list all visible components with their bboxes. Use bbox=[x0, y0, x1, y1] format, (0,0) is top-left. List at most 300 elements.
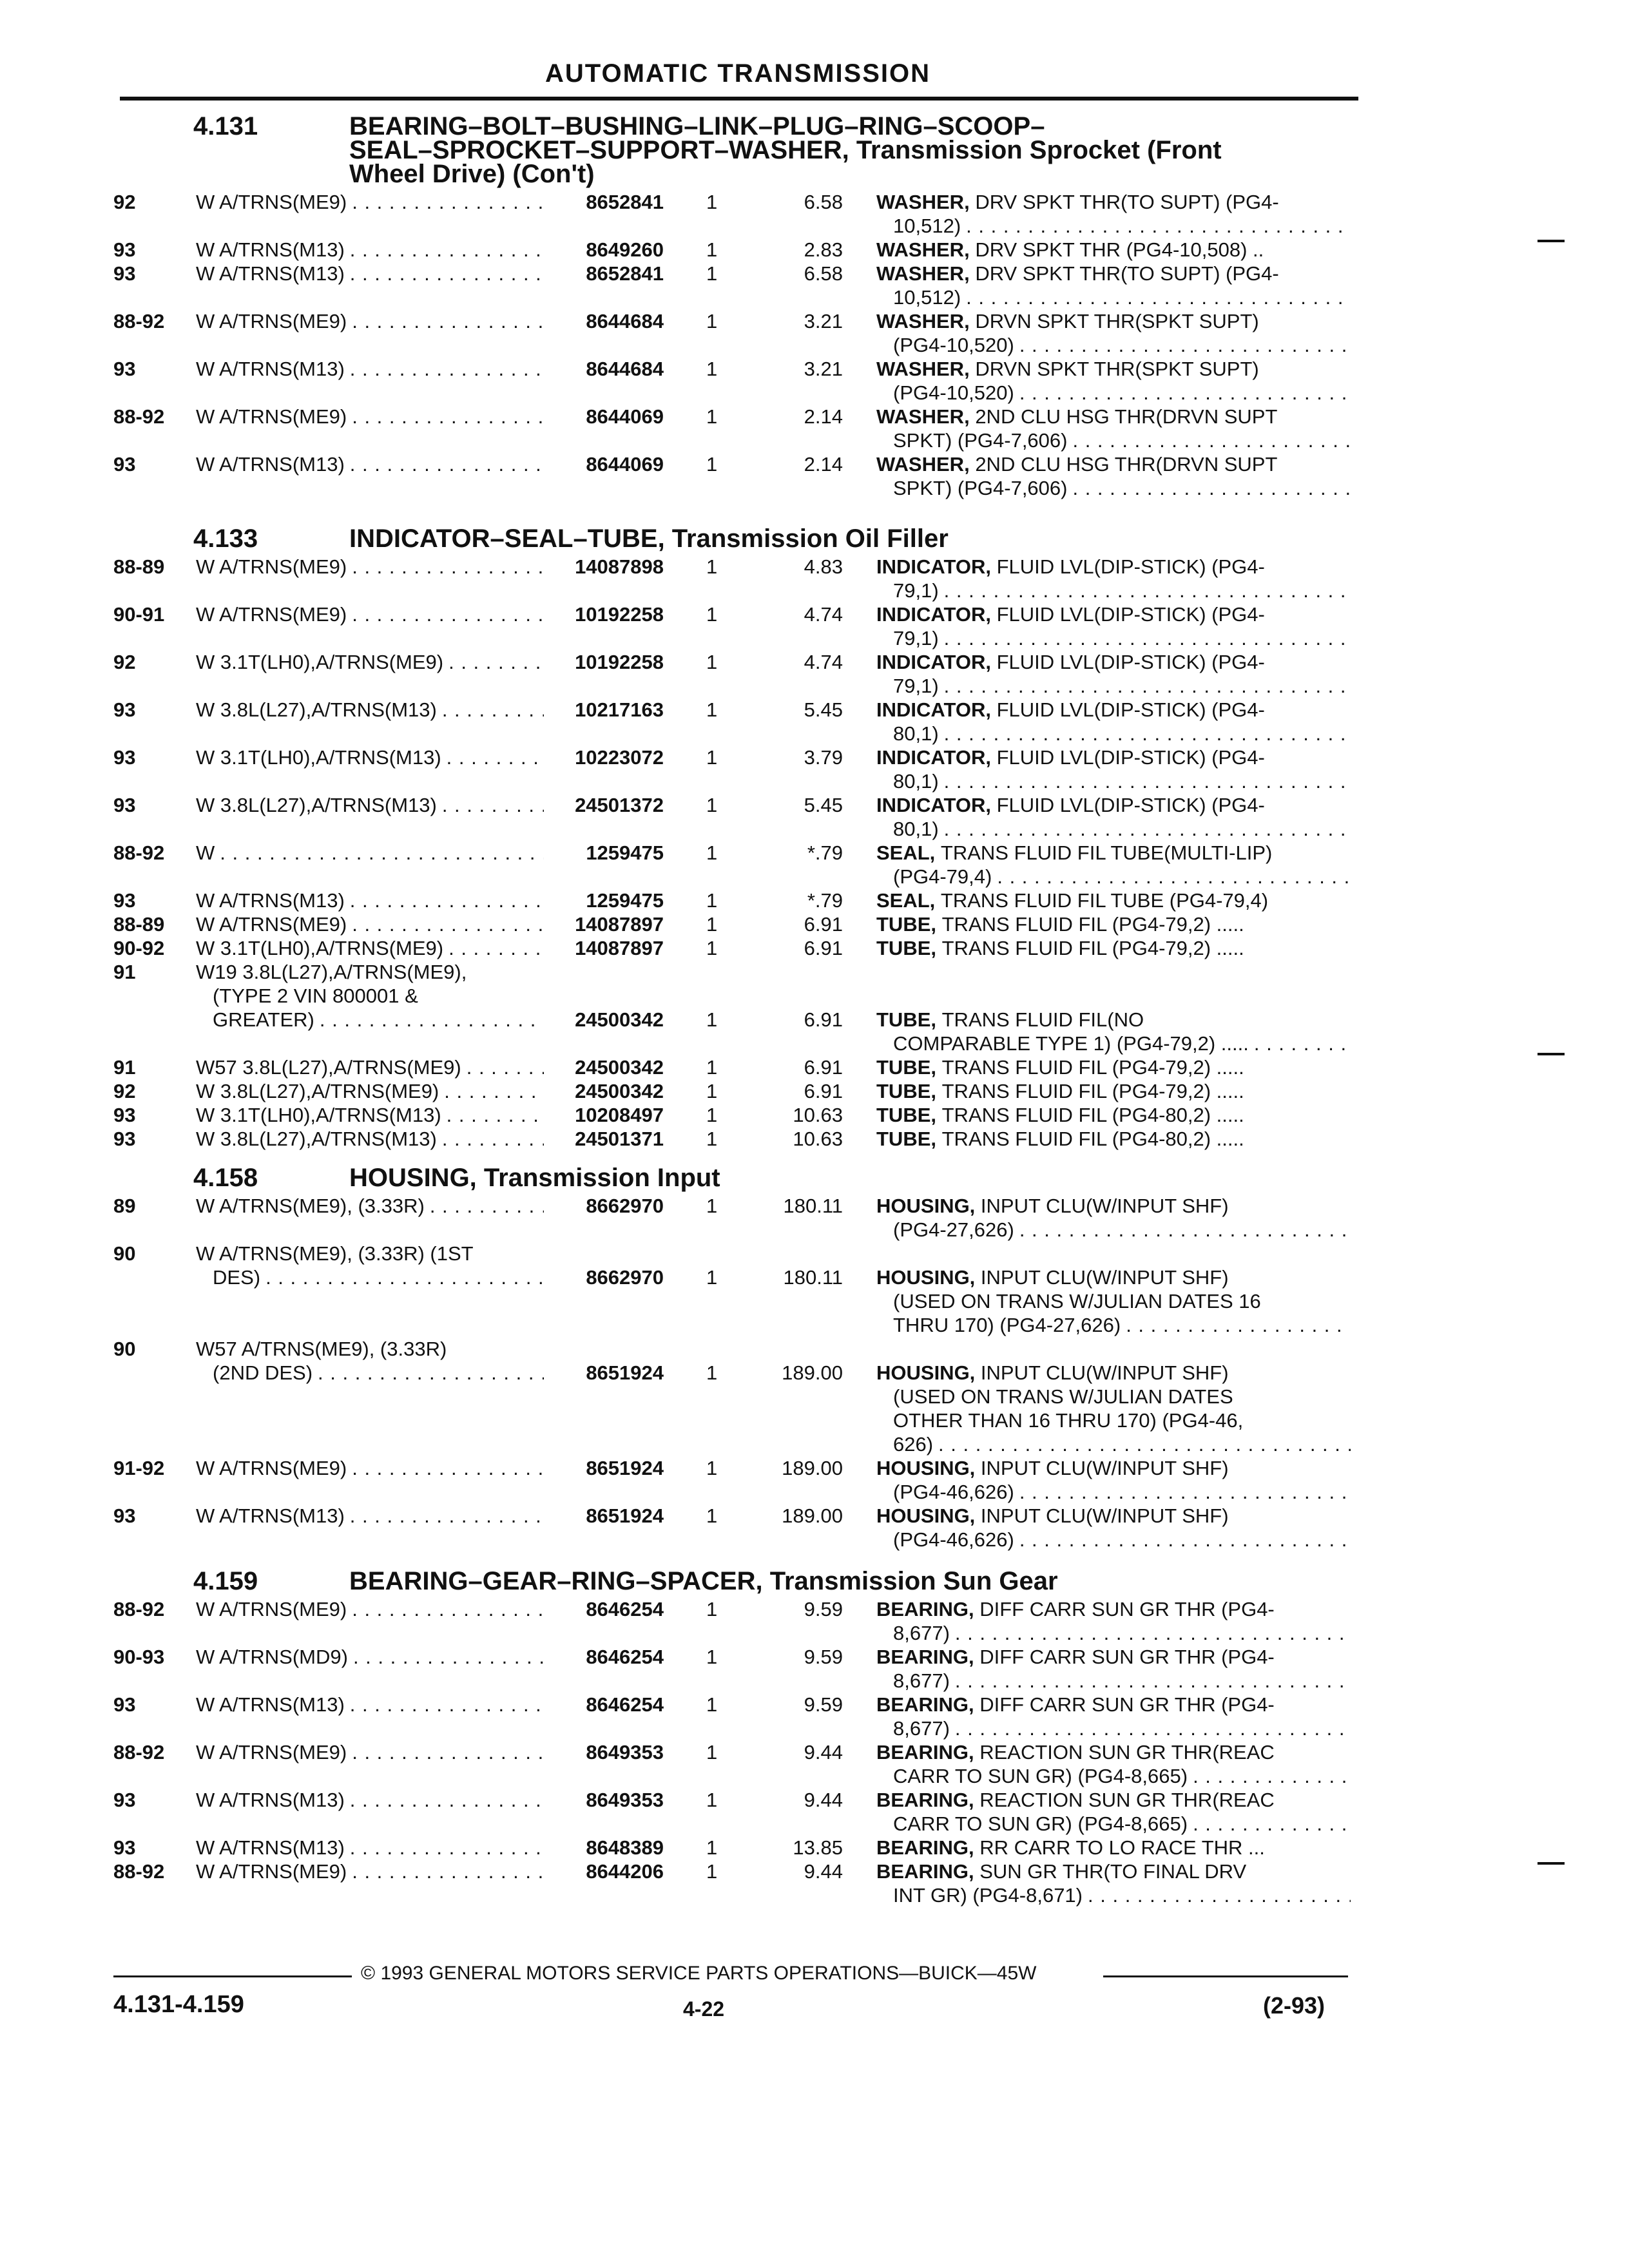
quantity: 1 bbox=[706, 1741, 718, 1763]
description-text: FLUID LVL(DIP-STICK) (PG4- bbox=[996, 555, 1265, 578]
dot-leader bbox=[961, 214, 1351, 238]
model-years: 93 bbox=[113, 358, 136, 380]
section-title-line: BEARING–BOLT–BUSHING–LINK–PLUG–RING–SCOOP– bbox=[349, 112, 1045, 140]
quantity: 1 bbox=[706, 405, 718, 428]
application bbox=[196, 309, 544, 333]
description bbox=[876, 190, 1351, 238]
indent bbox=[876, 285, 893, 309]
description-line bbox=[876, 912, 1351, 936]
description-text: SPKT) (PG4-7,606) bbox=[893, 429, 1068, 452]
dot-leader bbox=[939, 722, 1351, 745]
dot-leader bbox=[441, 1103, 544, 1127]
part-number: 8644206 bbox=[586, 1860, 664, 1883]
part-row bbox=[113, 1055, 1357, 1079]
application-text: DES) bbox=[213, 1266, 261, 1289]
description-line bbox=[876, 841, 1351, 865]
description-line bbox=[876, 1218, 1351, 1242]
description bbox=[876, 1456, 1351, 1504]
description-text: FLUID LVL(DIP-STICK) (PG4- bbox=[996, 651, 1265, 673]
model-years: 88-92 bbox=[113, 1741, 165, 1763]
dot-leader bbox=[437, 793, 544, 817]
dot-leader bbox=[345, 1693, 544, 1716]
part-row bbox=[113, 1504, 1357, 1552]
description-text: 80,1) bbox=[893, 770, 939, 793]
section-number: 4.133 bbox=[193, 524, 258, 553]
part-number: 24500342 bbox=[575, 1080, 664, 1102]
application-line bbox=[196, 745, 544, 769]
indent bbox=[876, 1385, 893, 1408]
part-row bbox=[113, 698, 1357, 745]
section-heading bbox=[193, 112, 1353, 188]
application-text: W A/TRNS(M13) bbox=[196, 889, 345, 912]
application-text: W A/TRNS(M13) bbox=[196, 453, 345, 476]
quantity: 1 bbox=[706, 1693, 718, 1716]
price: 2.14 bbox=[804, 405, 843, 428]
indent bbox=[876, 1812, 893, 1836]
price: 4.83 bbox=[804, 555, 843, 578]
dot-leader bbox=[437, 698, 544, 722]
part-number: 8649260 bbox=[586, 238, 664, 261]
application-text: W A/TRNS(ME9) bbox=[196, 603, 347, 626]
dot-leader bbox=[313, 1361, 544, 1385]
description-text: DIFF CARR SUN GR THR (PG4- bbox=[979, 1598, 1275, 1620]
part-row bbox=[113, 1645, 1357, 1693]
application-text: W 3.1T(LH0),A/TRNS(ME9) bbox=[196, 937, 444, 959]
dot-leader bbox=[950, 1621, 1351, 1645]
description-line bbox=[876, 405, 1351, 428]
part-name: BEARING, bbox=[876, 1789, 974, 1811]
application-text: W A/TRNS(M13) bbox=[196, 1789, 345, 1811]
application-text: W A/TRNS(ME9) bbox=[196, 1860, 347, 1883]
part-name: HOUSING, bbox=[876, 1266, 976, 1289]
description bbox=[876, 1194, 1351, 1242]
application bbox=[196, 650, 544, 674]
indent bbox=[196, 1008, 213, 1032]
dot-leader bbox=[347, 190, 544, 214]
application bbox=[196, 1337, 544, 1385]
price: 3.79 bbox=[804, 746, 843, 769]
part-number: 10192258 bbox=[575, 651, 664, 673]
price: 2.14 bbox=[804, 453, 843, 476]
part-name: INDICATOR, bbox=[876, 794, 991, 816]
model-years: 90-93 bbox=[113, 1646, 165, 1668]
part-number: 24500342 bbox=[575, 1056, 664, 1079]
quantity: 1 bbox=[706, 794, 718, 816]
part-number: 14087898 bbox=[575, 555, 664, 578]
application-line bbox=[196, 984, 544, 1008]
part-row bbox=[113, 602, 1357, 650]
dot-leader bbox=[347, 405, 544, 428]
description bbox=[876, 745, 1351, 793]
part-row bbox=[113, 936, 1357, 960]
application-text: W A/TRNS(M13) bbox=[196, 1504, 345, 1527]
application bbox=[196, 238, 544, 262]
description-text: DIFF CARR SUN GR THR (PG4- bbox=[979, 1693, 1275, 1716]
part-number: 8646254 bbox=[586, 1646, 664, 1668]
model-years: 93 bbox=[113, 1104, 136, 1126]
application-text: W A/TRNS(ME9) bbox=[196, 1741, 347, 1763]
quantity: 1 bbox=[706, 1266, 718, 1289]
quantity: 1 bbox=[706, 746, 718, 769]
application-line bbox=[196, 650, 544, 674]
price: 9.44 bbox=[804, 1741, 843, 1763]
dot-leader bbox=[347, 1456, 544, 1480]
footer-section-range: 4.131-4.159 bbox=[113, 1991, 244, 2018]
part-name: WASHER, bbox=[876, 453, 970, 476]
part-number: 8644069 bbox=[586, 405, 664, 428]
description-text: INPUT CLU(W/INPUT SHF) bbox=[980, 1504, 1229, 1527]
indent bbox=[876, 674, 893, 698]
application-line bbox=[196, 405, 544, 428]
description-line bbox=[876, 1032, 1351, 1055]
part-row bbox=[113, 1337, 1357, 1456]
description-text: 10,512) bbox=[893, 215, 961, 237]
dot-leader bbox=[950, 1716, 1351, 1740]
part-name: BEARING, bbox=[876, 1646, 974, 1668]
description-text: (PG4-46,626) bbox=[893, 1481, 1014, 1503]
description-line bbox=[876, 1740, 1351, 1764]
indent bbox=[876, 381, 893, 405]
price: 13.85 bbox=[793, 1836, 843, 1859]
dot-leader bbox=[939, 674, 1351, 698]
application-line bbox=[196, 936, 544, 960]
description bbox=[876, 238, 1351, 262]
application-text: W A/TRNS(ME9) bbox=[196, 1598, 347, 1620]
model-years: 93 bbox=[113, 238, 136, 261]
part-number: 1259475 bbox=[586, 841, 664, 864]
description-text: 2ND CLU HSG THR(DRVN SUPT bbox=[975, 405, 1278, 428]
description-line bbox=[876, 1716, 1351, 1740]
dot-leader bbox=[939, 579, 1351, 602]
description-line bbox=[876, 1289, 1351, 1313]
description-text: REACTION SUN GR THR(REAC bbox=[979, 1741, 1275, 1763]
description-line bbox=[876, 1788, 1351, 1812]
model-years: 88-92 bbox=[113, 1598, 165, 1620]
part-number: 10217163 bbox=[575, 698, 664, 721]
application-text: W A/TRNS(M13) bbox=[196, 262, 345, 285]
application-text: W A/TRNS(ME9), (3.33R) bbox=[196, 1195, 425, 1217]
description-text: TRANS FLUID FIL (PG4-79,2) ..... bbox=[941, 937, 1244, 959]
application-line bbox=[196, 1836, 544, 1860]
dot-leader bbox=[314, 1008, 544, 1032]
price: 180.11 bbox=[783, 1266, 843, 1289]
application-text: (2ND DES) bbox=[213, 1361, 313, 1384]
application bbox=[196, 793, 544, 817]
application-text: W A/TRNS(ME9) bbox=[196, 913, 347, 936]
dot-leader bbox=[345, 1788, 544, 1812]
indent bbox=[876, 579, 893, 602]
description bbox=[876, 698, 1351, 745]
part-number: 8649353 bbox=[586, 1789, 664, 1811]
description bbox=[876, 555, 1351, 602]
description-line bbox=[876, 1597, 1351, 1621]
application-line bbox=[196, 1788, 544, 1812]
quantity: 1 bbox=[706, 889, 718, 912]
application-text: W A/TRNS(ME9) bbox=[196, 1457, 347, 1479]
dot-leader bbox=[939, 769, 1351, 793]
price: 189.00 bbox=[782, 1457, 843, 1479]
part-name: INDICATOR, bbox=[876, 746, 991, 769]
application bbox=[196, 405, 544, 428]
model-years: 91 bbox=[113, 1056, 136, 1079]
application-text: W A/TRNS(MD9) bbox=[196, 1646, 348, 1668]
application-line bbox=[196, 1504, 544, 1528]
application bbox=[196, 912, 544, 936]
quantity: 1 bbox=[706, 937, 718, 959]
description-line bbox=[876, 285, 1351, 309]
quantity: 1 bbox=[706, 1836, 718, 1859]
application-text: W A/TRNS(M13) bbox=[196, 238, 345, 261]
section-title-line: Wheel Drive) (Con't) bbox=[349, 160, 595, 188]
description-text: FLUID LVL(DIP-STICK) (PG4- bbox=[996, 698, 1265, 721]
part-name: BEARING, bbox=[876, 1598, 974, 1620]
page-title: AUTOMATIC TRANSMISSION bbox=[545, 59, 931, 88]
description bbox=[876, 1055, 1351, 1079]
part-row bbox=[113, 1242, 1357, 1337]
description bbox=[876, 1597, 1351, 1645]
part-number: 8651924 bbox=[586, 1361, 664, 1384]
section-title bbox=[349, 524, 1354, 553]
description-line bbox=[876, 626, 1351, 650]
quantity: 1 bbox=[706, 1598, 718, 1620]
indent bbox=[876, 865, 893, 889]
part-row bbox=[113, 555, 1357, 602]
part-name: TUBE, bbox=[876, 1104, 936, 1126]
section-number: 4.131 bbox=[193, 112, 258, 140]
description-line bbox=[876, 674, 1351, 698]
dot-leader bbox=[443, 650, 544, 674]
description-line bbox=[876, 698, 1351, 722]
model-years: 93 bbox=[113, 889, 136, 912]
application bbox=[196, 1242, 544, 1289]
quantity: 1 bbox=[706, 1128, 718, 1150]
indent bbox=[876, 1621, 893, 1645]
description-text: CARR TO SUN GR) (PG4-8,665) bbox=[893, 1812, 1188, 1835]
description-line bbox=[876, 555, 1351, 579]
description-text: 79,1) bbox=[893, 579, 939, 602]
dot-leader bbox=[348, 1645, 544, 1669]
description bbox=[876, 1740, 1351, 1788]
description-text: (PG4-10,520) bbox=[893, 381, 1014, 404]
description-line bbox=[876, 1456, 1351, 1480]
dot-leader bbox=[345, 238, 544, 262]
description-text: THRU 170) (PG4-27,626) bbox=[893, 1314, 1121, 1336]
indent bbox=[876, 476, 893, 500]
application-text: W 3.1T(LH0),A/TRNS(M13) bbox=[196, 1104, 441, 1126]
description-line bbox=[876, 1194, 1351, 1218]
description-line bbox=[876, 793, 1351, 817]
description bbox=[876, 1079, 1351, 1103]
dot-leader bbox=[1067, 428, 1351, 452]
price: 3.21 bbox=[804, 310, 843, 332]
description-line bbox=[876, 1079, 1351, 1103]
indent bbox=[876, 1432, 893, 1456]
part-number: 8652841 bbox=[586, 191, 664, 213]
dot-leader bbox=[1188, 1764, 1351, 1788]
application bbox=[196, 960, 544, 1032]
price: 180.11 bbox=[783, 1195, 843, 1217]
part-row bbox=[113, 1103, 1357, 1127]
description-text: (PG4-27,626) bbox=[893, 1218, 1014, 1241]
section-title-line: INDICATOR–SEAL–TUBE, Transmission Oil Filler bbox=[349, 524, 949, 553]
price: 9.44 bbox=[804, 1789, 843, 1811]
quantity: 1 bbox=[706, 651, 718, 673]
part-number: 8662970 bbox=[586, 1195, 664, 1217]
dot-leader bbox=[939, 817, 1351, 841]
description-text: REACTION SUN GR THR(REAC bbox=[979, 1789, 1275, 1811]
application-line bbox=[196, 1008, 544, 1032]
description-text: 80,1) bbox=[893, 818, 939, 840]
description-text: (PG4-79,4) bbox=[893, 865, 992, 888]
description-text: TRANS FLUID FIL (PG4-79,2) ..... bbox=[941, 1080, 1244, 1102]
description bbox=[876, 1103, 1351, 1127]
application bbox=[196, 936, 544, 960]
application-line bbox=[196, 452, 544, 476]
dot-leader bbox=[1188, 1812, 1351, 1836]
margin-mark bbox=[1537, 1862, 1565, 1865]
description-line bbox=[876, 262, 1351, 285]
indent bbox=[876, 1408, 893, 1432]
indent bbox=[876, 1528, 893, 1552]
description-text: 2ND CLU HSG THR(DRVN SUPT bbox=[975, 453, 1278, 476]
model-years: 93 bbox=[113, 1128, 136, 1150]
dot-leader bbox=[443, 936, 544, 960]
dot-leader bbox=[992, 865, 1351, 889]
description-line bbox=[876, 357, 1351, 381]
dot-leader bbox=[1014, 1528, 1351, 1552]
description-text: TRANS FLUID FIL(NO bbox=[941, 1008, 1144, 1031]
application-line bbox=[196, 698, 544, 722]
description-line bbox=[876, 1860, 1351, 1883]
dot-leader bbox=[439, 1079, 544, 1103]
price: 3.21 bbox=[804, 358, 843, 380]
description-text: 10,512) bbox=[893, 286, 961, 309]
application bbox=[196, 889, 544, 912]
description-line bbox=[876, 769, 1351, 793]
part-number: 1259475 bbox=[586, 889, 664, 912]
description bbox=[876, 262, 1351, 309]
dot-leader bbox=[1083, 1883, 1351, 1907]
part-name: SEAL, bbox=[876, 889, 936, 912]
application bbox=[196, 1693, 544, 1716]
application bbox=[196, 1836, 544, 1860]
application bbox=[196, 698, 544, 722]
description-text: DRV SPKT THR(TO SUPT) (PG4- bbox=[975, 191, 1279, 213]
price: 189.00 bbox=[782, 1504, 843, 1527]
part-row bbox=[113, 1836, 1357, 1860]
part-number: 8649353 bbox=[586, 1741, 664, 1763]
description-text: (USED ON TRANS W/JULIAN DATES 16 bbox=[893, 1290, 1261, 1312]
application-line bbox=[196, 1265, 544, 1289]
price: 4.74 bbox=[804, 603, 843, 626]
description-line bbox=[876, 722, 1351, 745]
application-text: W A/TRNS(M13) bbox=[196, 1693, 345, 1716]
quantity: 1 bbox=[706, 1056, 718, 1079]
description bbox=[876, 1008, 1351, 1055]
description-text: TRANS FLUID FIL (PG4-80,2) ..... bbox=[941, 1128, 1244, 1150]
description-text: SUN GR THR(TO FINAL DRV bbox=[979, 1860, 1247, 1883]
part-row bbox=[113, 262, 1357, 309]
dot-leader bbox=[345, 889, 544, 912]
model-years: 88-92 bbox=[113, 841, 165, 864]
description-text: 79,1) bbox=[893, 627, 939, 649]
description-text: (USED ON TRANS W/JULIAN DATES bbox=[893, 1385, 1233, 1408]
description bbox=[876, 1127, 1351, 1151]
description bbox=[876, 650, 1351, 698]
application-text: W 3.8L(L27),A/TRNS(ME9) bbox=[196, 1080, 439, 1102]
quantity: 1 bbox=[706, 453, 718, 476]
model-years: 91-92 bbox=[113, 1457, 165, 1479]
part-number: 10208497 bbox=[575, 1104, 664, 1126]
model-years: 90 bbox=[113, 1242, 136, 1265]
application-text: W bbox=[196, 841, 215, 864]
application bbox=[196, 1456, 544, 1480]
part-number: 24501371 bbox=[575, 1128, 664, 1150]
footer-rule-left bbox=[113, 1975, 352, 1977]
dot-leader bbox=[345, 262, 544, 285]
description-line bbox=[876, 579, 1351, 602]
description-text: DIFF CARR SUN GR THR (PG4- bbox=[979, 1646, 1275, 1668]
part-row bbox=[113, 793, 1357, 841]
quantity: 1 bbox=[706, 1789, 718, 1811]
part-name: HOUSING, bbox=[876, 1361, 976, 1384]
part-row bbox=[113, 841, 1357, 889]
application-line bbox=[196, 1055, 544, 1079]
description-text: DRVN SPKT THR(SPKT SUPT) bbox=[975, 358, 1259, 380]
price: 10.63 bbox=[793, 1128, 843, 1150]
price: *.79 bbox=[807, 841, 843, 864]
application-line bbox=[196, 262, 544, 285]
application-text: W 3.8L(L27),A/TRNS(M13) bbox=[196, 698, 437, 721]
part-name: INDICATOR, bbox=[876, 651, 991, 673]
quantity: 1 bbox=[706, 1504, 718, 1527]
application-line bbox=[196, 793, 544, 817]
application bbox=[196, 262, 544, 285]
application-line bbox=[196, 1597, 544, 1621]
application-line bbox=[196, 238, 544, 262]
application-text: W 3.1T(LH0),A/TRNS(M13) bbox=[196, 746, 441, 769]
part-number: 8646254 bbox=[586, 1598, 664, 1620]
section-title-line: HOUSING, Transmission Input bbox=[349, 1164, 720, 1192]
description-line bbox=[876, 1127, 1351, 1151]
description-text: OTHER THAN 16 THRU 170) (PG4-46, bbox=[893, 1409, 1244, 1432]
quantity: 1 bbox=[706, 555, 718, 578]
dot-leader bbox=[1067, 476, 1351, 500]
application-line bbox=[196, 1079, 544, 1103]
section-number: 4.158 bbox=[193, 1164, 258, 1192]
description bbox=[876, 309, 1351, 357]
quantity: 1 bbox=[706, 1361, 718, 1384]
part-name: HOUSING, bbox=[876, 1504, 976, 1527]
section-heading bbox=[193, 1567, 1353, 1595]
dot-leader bbox=[347, 309, 544, 333]
dot-leader bbox=[347, 1597, 544, 1621]
application bbox=[196, 745, 544, 769]
part-name: TUBE, bbox=[876, 1128, 936, 1150]
description-line bbox=[876, 1836, 1351, 1860]
description-text: TRANS FLUID FIL TUBE(MULTI-LIP) bbox=[940, 841, 1273, 864]
model-years: 92 bbox=[113, 1080, 136, 1102]
part-row bbox=[113, 912, 1357, 936]
description bbox=[876, 357, 1351, 405]
application-line bbox=[196, 1860, 544, 1883]
description bbox=[876, 1788, 1351, 1836]
application-text: W A/TRNS(M13) bbox=[196, 1836, 345, 1859]
part-name: WASHER, bbox=[876, 191, 970, 213]
description-text: FLUID LVL(DIP-STICK) (PG4- bbox=[996, 746, 1265, 769]
application bbox=[196, 190, 544, 214]
dot-leader bbox=[215, 841, 544, 865]
